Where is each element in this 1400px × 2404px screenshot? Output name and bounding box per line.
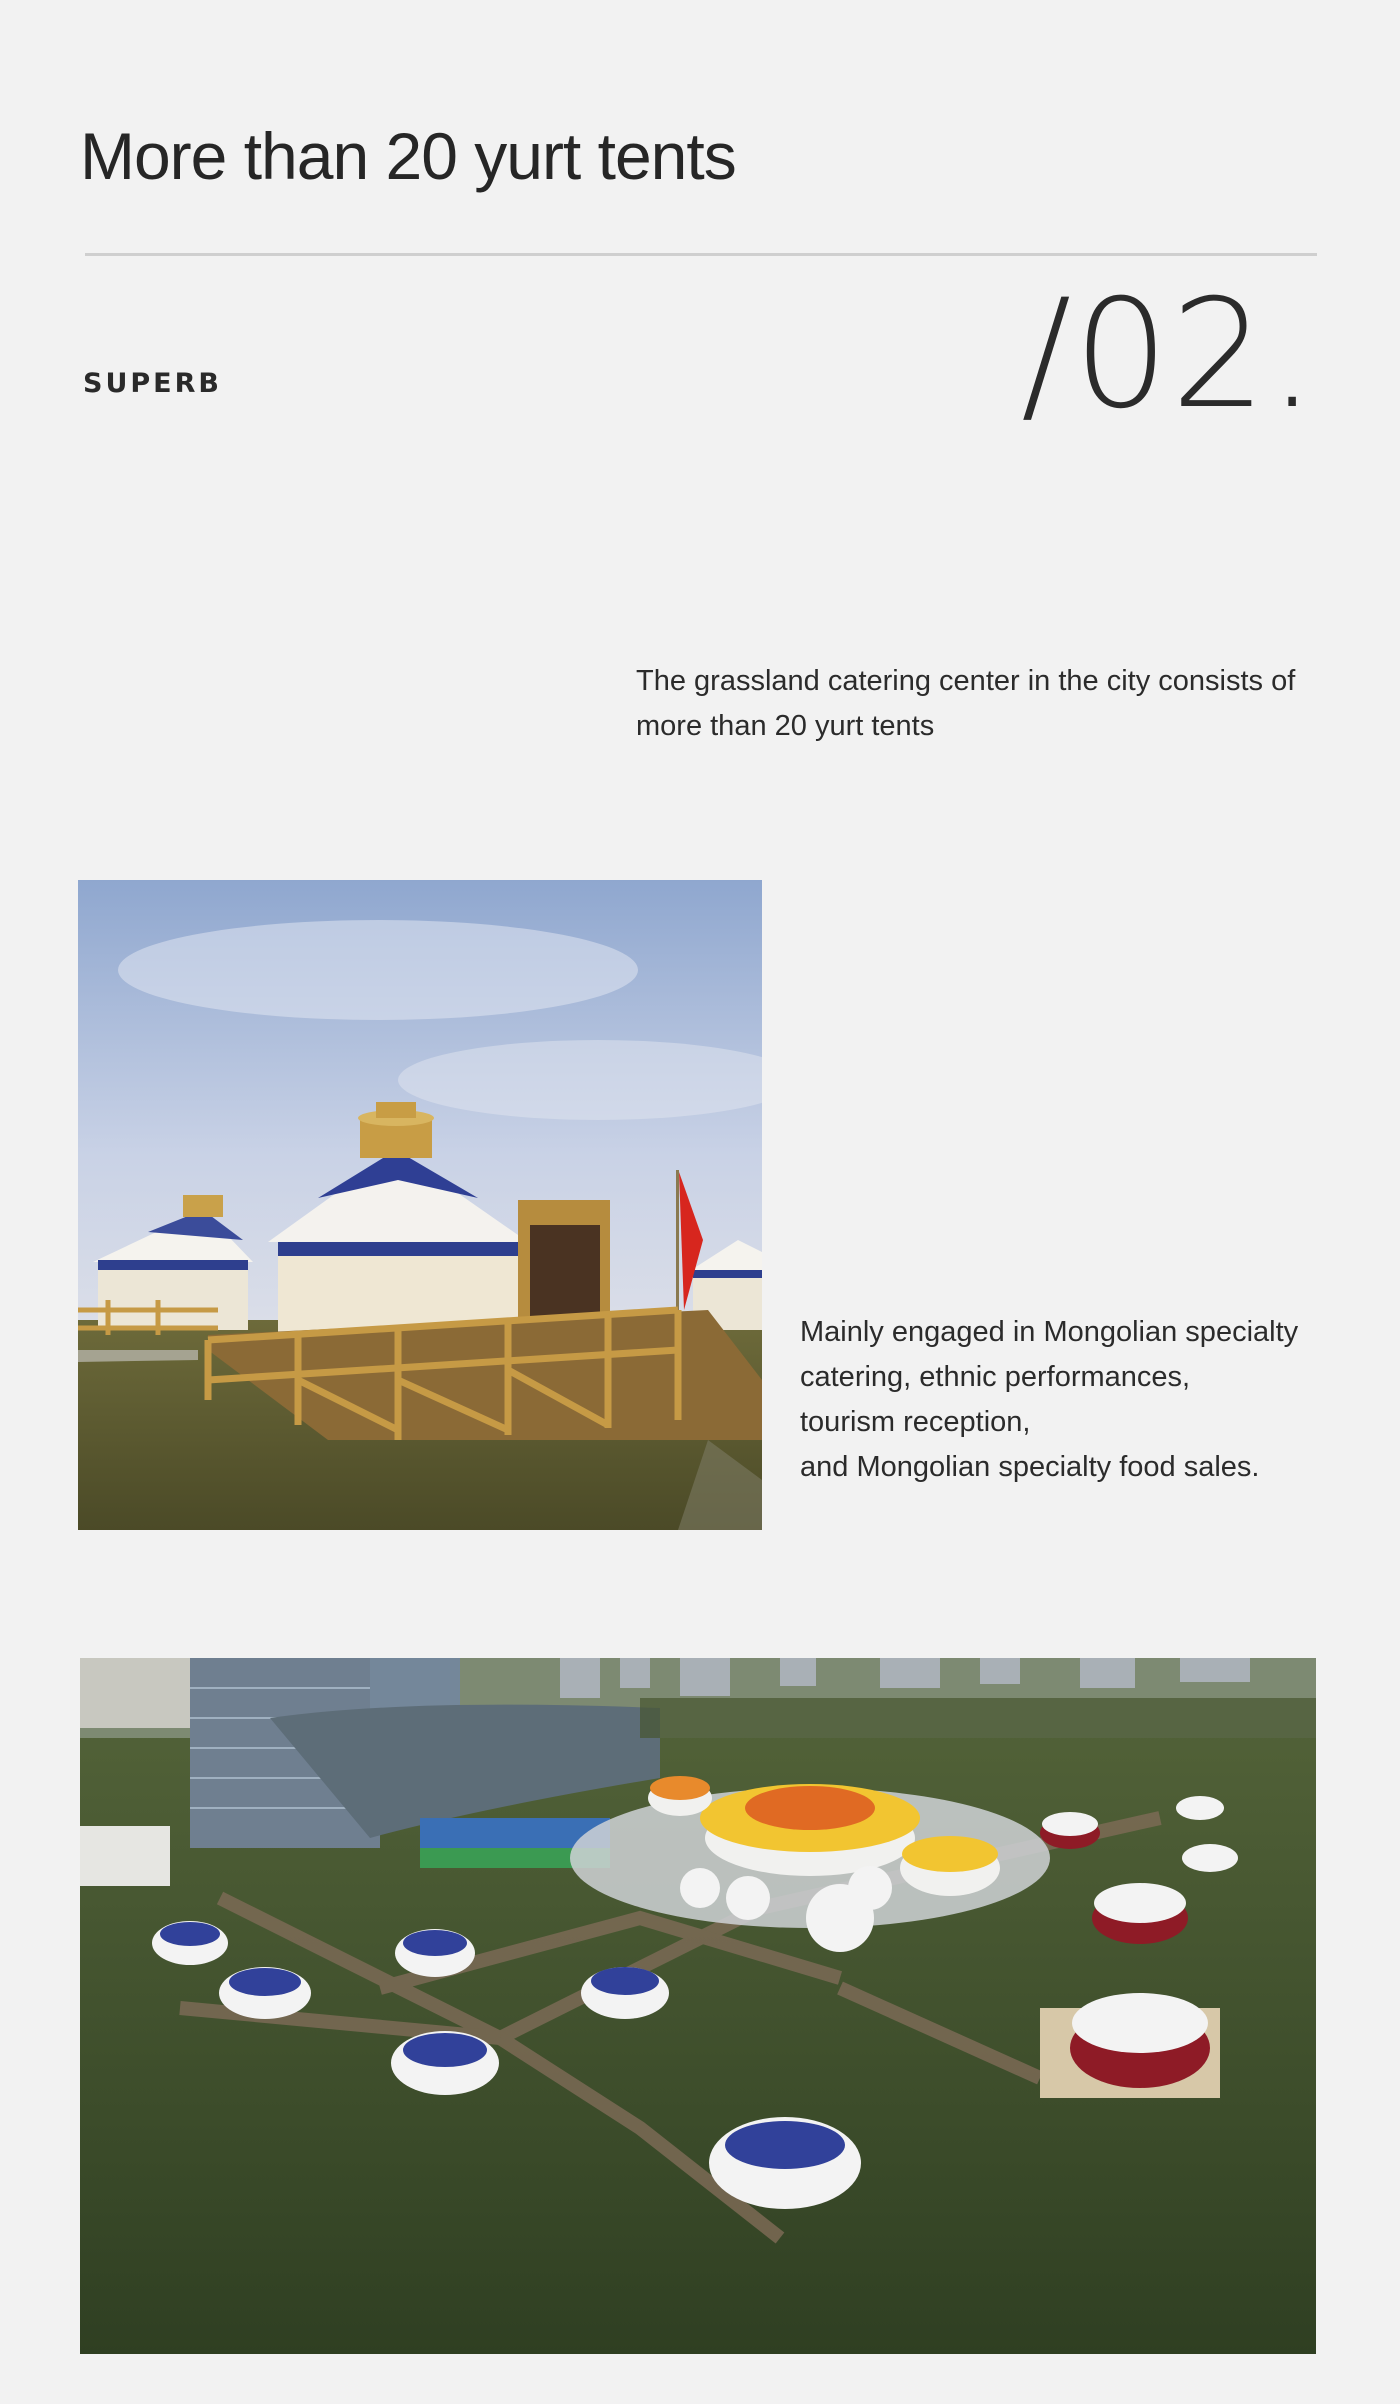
description-line: Mainly engaged in Mongolian specialty: [800, 1316, 1299, 1348]
description-line: tourism reception,: [800, 1406, 1031, 1438]
description-line: catering, ethnic performances,: [800, 1361, 1191, 1393]
brand-logo: SUPERB: [83, 368, 222, 399]
aerial-camp-photo: [80, 1658, 1316, 2354]
description: [800, 1310, 1320, 1490]
intro-text: The grassland catering center in the city consists of more than 20 yurt tents: [636, 665, 1296, 742]
description-line: and Mongolian specialty food sales.: [800, 1451, 1260, 1483]
page-title: More than 20 yurt tents: [80, 119, 736, 193]
section-number: /02.: [1020, 268, 1318, 442]
divider: [85, 253, 1317, 256]
yurt-photo: [78, 880, 762, 1530]
